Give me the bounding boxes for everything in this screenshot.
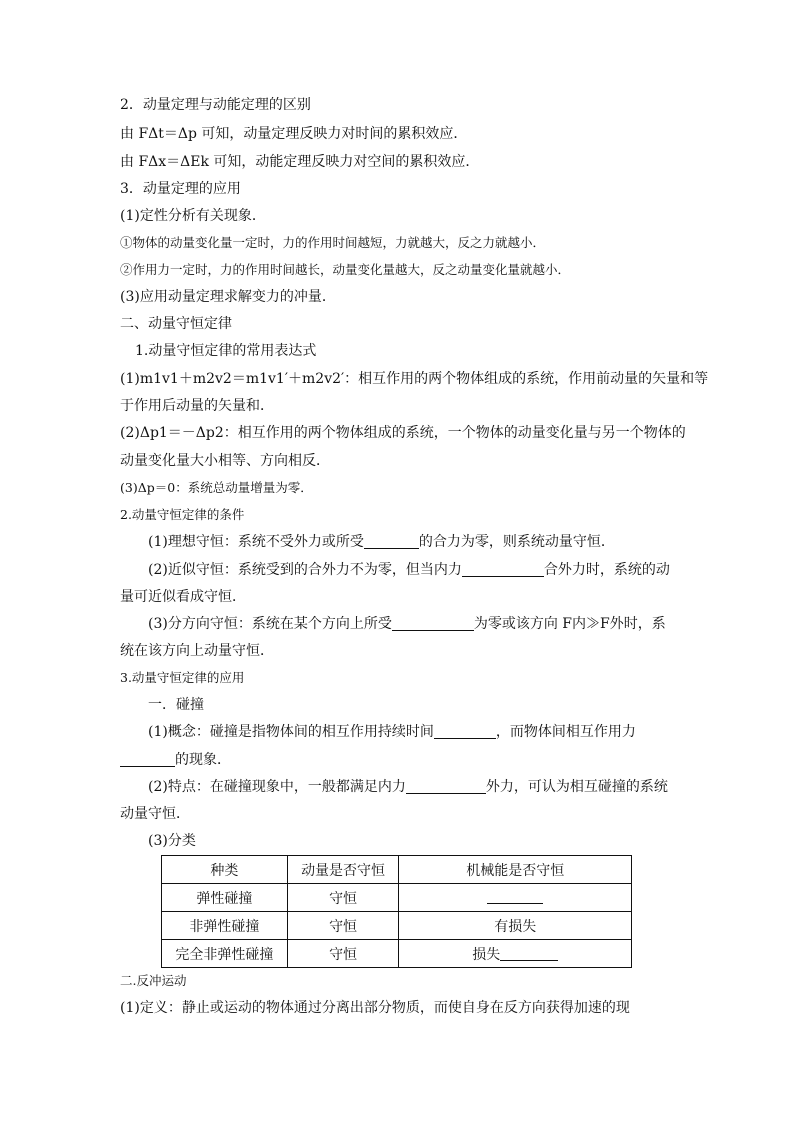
section-heading: 3.动量守恒定律的应用 [120,670,245,685]
sub-heading: (3)分类 [148,833,196,849]
section-heading-3: 3．动量定理的应用 [120,181,241,197]
fill-blank-line [148,560,708,580]
answer-blank[interactable] [500,946,558,961]
section-heading-2: 2．动量定理与动能定理的区别 [120,97,311,113]
paragraph-line: (3)应用动量定理求解变力的冲量． [120,289,336,305]
text-segment: ，而物体间相互作用力 [495,724,636,740]
text-segment: 合外力时，系统的动 [543,562,670,578]
table-header-cell: 机械能是否守恒 [399,856,632,884]
text-segment: 外力，可认为相互碰撞的系统 [485,779,668,795]
paragraph-line: (1)定性分析有关现象． [120,208,266,224]
table-row [162,912,632,940]
paragraph-line: 由 FΔt＝Δp 可知，动量定理反映力对时间的累积效应． [120,126,468,142]
paragraph-line: (1)定义：静止或运动的物体通过分离出部分物质，而使自身在反方向获得加速的现 [120,1000,630,1016]
text-segment: 损失 [472,946,501,963]
answer-blank[interactable] [364,534,419,549]
answer-blank[interactable] [120,752,175,767]
paragraph-line: (1)m1v1＋m2v2＝m1v1′＋m2v2′：相互作用的两个物体组成的系统，作用前动量的矢量和等 [120,371,709,387]
sub-heading: 二.反冲运动 [120,973,187,988]
section-heading: 2.动量守恒定律的条件 [120,507,245,522]
table-cell: 守恒 [287,912,399,940]
fill-blank-line [148,722,708,742]
table-cell: 非弹性碰撞 [162,912,288,940]
table-header-cell: 动量是否守恒 [287,856,399,884]
table-cell [399,940,632,968]
fill-blank-line [120,750,680,770]
answer-blank[interactable] [392,616,474,631]
paragraph-line: 量可近似看成守恒． [120,589,246,605]
text-segment: (2)特点：在碰撞现象中，一般都满足内力 [148,779,406,795]
table-cell: 弹性碰撞 [162,884,288,912]
text-segment: 的现象． [175,752,231,768]
collision-classification-table [161,855,632,968]
table-row [162,884,632,912]
paragraph-line: 于作用后动量的矢量和． [120,398,274,414]
text-segment: (3)分方向守恒：系统在某个方向上所受 [148,616,392,632]
table-cell: 有损失 [399,912,632,940]
fill-blank-line [148,777,708,797]
table-header-cell: 种类 [162,856,288,884]
chapter-heading: 二、动量守恒定律 [120,316,232,332]
text-segment: 的合力为零，则系统动量守恒． [418,534,615,550]
text-segment: (1)理想守恒：系统不受外力或所受 [148,534,364,550]
sub-heading: 一．碰撞 [148,697,204,713]
answer-blank[interactable] [462,562,544,577]
paragraph-line: 统在该方向上动量守恒． [120,643,274,659]
table-row [162,940,632,968]
fill-blank-line [148,614,708,634]
fill-blank-line [148,532,708,552]
paragraph-line: ②作用力一定时，力的作用时间越长，动量变化量越大，反之动量变化量就越小． [120,262,571,277]
table-cell: 守恒 [287,940,399,968]
paragraph-line: 动量守恒． [120,806,190,822]
table-cell: 守恒 [287,884,399,912]
text-segment: 为零或该方向 F内≫F外时，系 [473,616,666,632]
answer-blank[interactable] [406,779,486,794]
paragraph-line: ①物体的动量变化量一定时，力的作用时间越短，力就越大，反之力就越小． [120,235,546,250]
section-heading: 1.动量守恒定律的常用表达式 [135,343,317,359]
paragraph-line: (3)Δp＝0：系统总动量增量为零． [120,480,313,495]
table-cell: 完全非弹性碰撞 [162,940,288,968]
answer-blank[interactable] [434,724,496,739]
table-cell [399,884,632,912]
paragraph-line: (2)Δp1＝－Δp2：相互作用的两个物体组成的系统，一个物体的动量变化量与另一个物体的 [120,425,686,441]
table-header-row [162,856,632,884]
text-segment: (2)近似守恒：系统受到的合外力不为零，但当内力 [148,562,462,578]
answer-blank[interactable] [487,889,543,904]
paragraph-line: 动量变化量大小相等、方向相反． [120,453,330,469]
paragraph-line: 由 FΔx＝ΔEk 可知，动能定理反映力对空间的累积效应． [120,154,480,170]
text-segment: (1)概念：碰撞是指物体间的相互作用持续时间 [148,724,434,740]
